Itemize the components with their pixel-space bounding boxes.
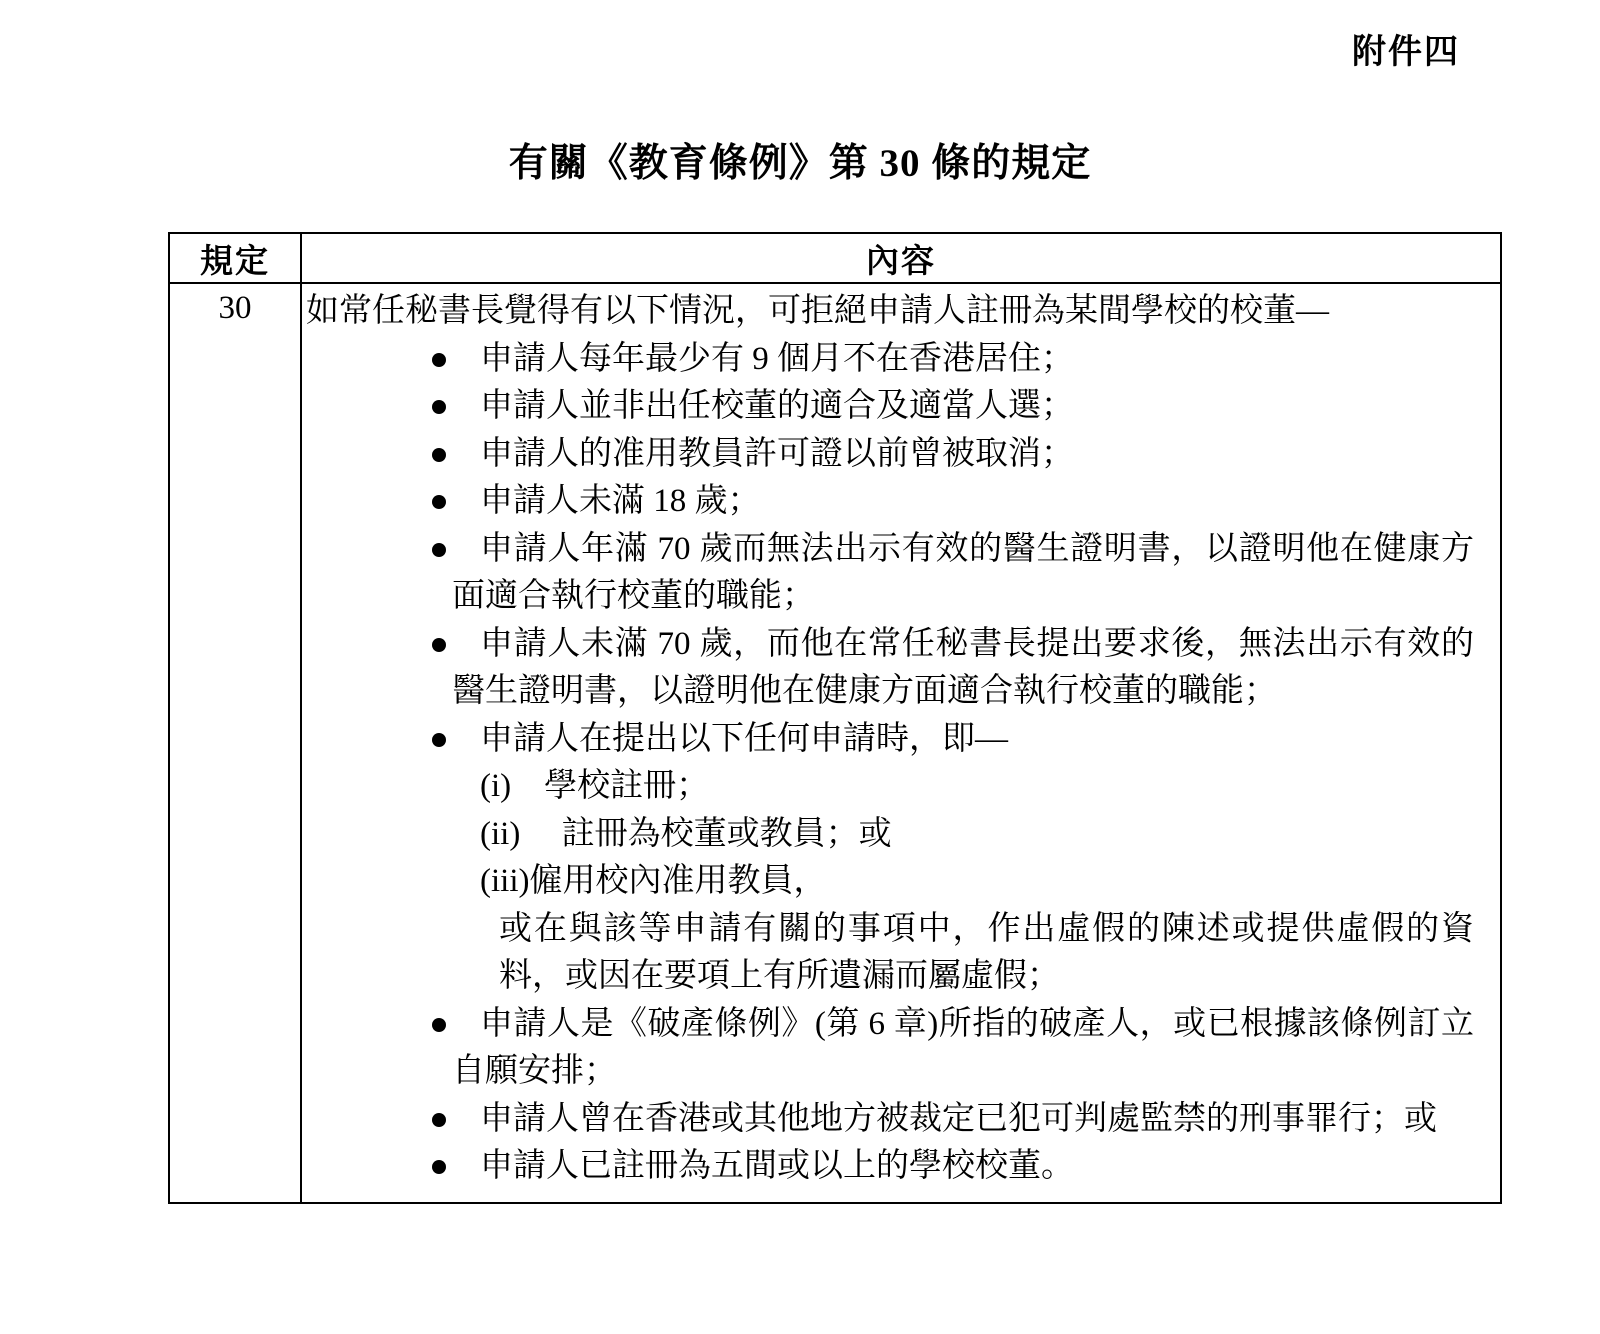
paragraph-text: 申請人每年最少有 9 個月不在香港居住； <box>480 340 1074 377</box>
paragraph-text: 申請人在提出以下任何申請時，即— <box>480 720 1008 757</box>
bullet-icon <box>432 638 446 652</box>
bullet-icon <box>432 1113 446 1127</box>
paragraph-text: 申請人的准用教員許可證以前曾被取消； <box>480 435 1074 472</box>
bullet-icon <box>432 495 446 509</box>
paragraph-text: 申請人並非出任校董的適合及適當人選； <box>480 388 1074 424</box>
bullet-item <box>306 621 1474 716</box>
bullet-icon <box>432 543 446 557</box>
bullet-item <box>306 1096 1474 1144</box>
column-header-regulation: 規定 <box>169 233 301 283</box>
paragraph-text: 申請人未滿 70 歲，而他在常任秘書長提出要求後，無法出示有效的醫生證明書，以證明他在健康方面適合執行校董的職能； <box>452 625 1474 709</box>
bullet-item <box>306 716 1474 764</box>
bullet-item <box>306 383 1474 431</box>
bullet-item <box>306 478 1474 526</box>
paragraph-text: (i) 學校註冊； <box>480 768 710 804</box>
intro-paragraph <box>306 288 1474 336</box>
table-header-row <box>169 233 1501 283</box>
bullet-item <box>306 1001 1474 1096</box>
paragraph-text: 申請人曾在香港或其他地方被裁定已犯可判處監禁的刑事罪行；或 <box>480 1100 1437 1137</box>
bullet-icon <box>432 353 446 367</box>
paragraph-text: (ii) 註冊為校董或教員；或 <box>480 815 892 852</box>
bullet-icon <box>432 448 446 462</box>
paragraph-text: 申請人是《破產條例》(第 6 章)所指的破產人，或已根據該條例訂立自願安排； <box>452 1005 1474 1089</box>
bullet-item <box>306 336 1474 384</box>
sub-item <box>306 763 1474 811</box>
paragraph-text: 申請人年滿 70 歲而無法出示有效的醫生證明書，以證明他在健康方面適合執行校董的職能； <box>452 530 1474 614</box>
bullet-icon <box>432 1018 446 1032</box>
page-title: 有關《教育條例》第 30 條的規定 <box>508 142 1092 185</box>
regulation-table <box>168 232 1502 1204</box>
bullet-item <box>306 431 1474 479</box>
bullet-icon <box>432 733 446 747</box>
sub-item <box>306 858 1474 906</box>
content-cell <box>301 283 1501 1203</box>
annex-label: 附件四 <box>1352 33 1460 71</box>
paragraph-text: 如常任秘書長覺得有以下情況，可拒絕申請人註冊為某間學校的校董— <box>306 293 1329 329</box>
paragraph-text: 或在與該等申請有關的事項中，作出虛假的陳述或提供虛假的資料，或因在要項上有所遺漏而屬虛假； <box>499 910 1474 994</box>
bullet-icon <box>432 1160 446 1174</box>
table-row <box>169 283 1501 1203</box>
bullet-icon <box>432 400 446 414</box>
column-header-content: 內容 <box>301 233 1501 283</box>
paragraph-text: (iii)僱用校內准用教員， <box>480 863 827 899</box>
continuation-paragraph <box>306 906 1474 1001</box>
regulation-number-cell: 30 <box>169 283 301 1203</box>
sub-item <box>306 811 1474 859</box>
paragraph-text: 申請人已註冊為五間或以上的學校校董。 <box>480 1148 1074 1184</box>
bullet-item <box>306 1143 1474 1191</box>
bullet-item <box>306 526 1474 621</box>
paragraph-text: 申請人未滿 18 歲； <box>480 483 761 519</box>
